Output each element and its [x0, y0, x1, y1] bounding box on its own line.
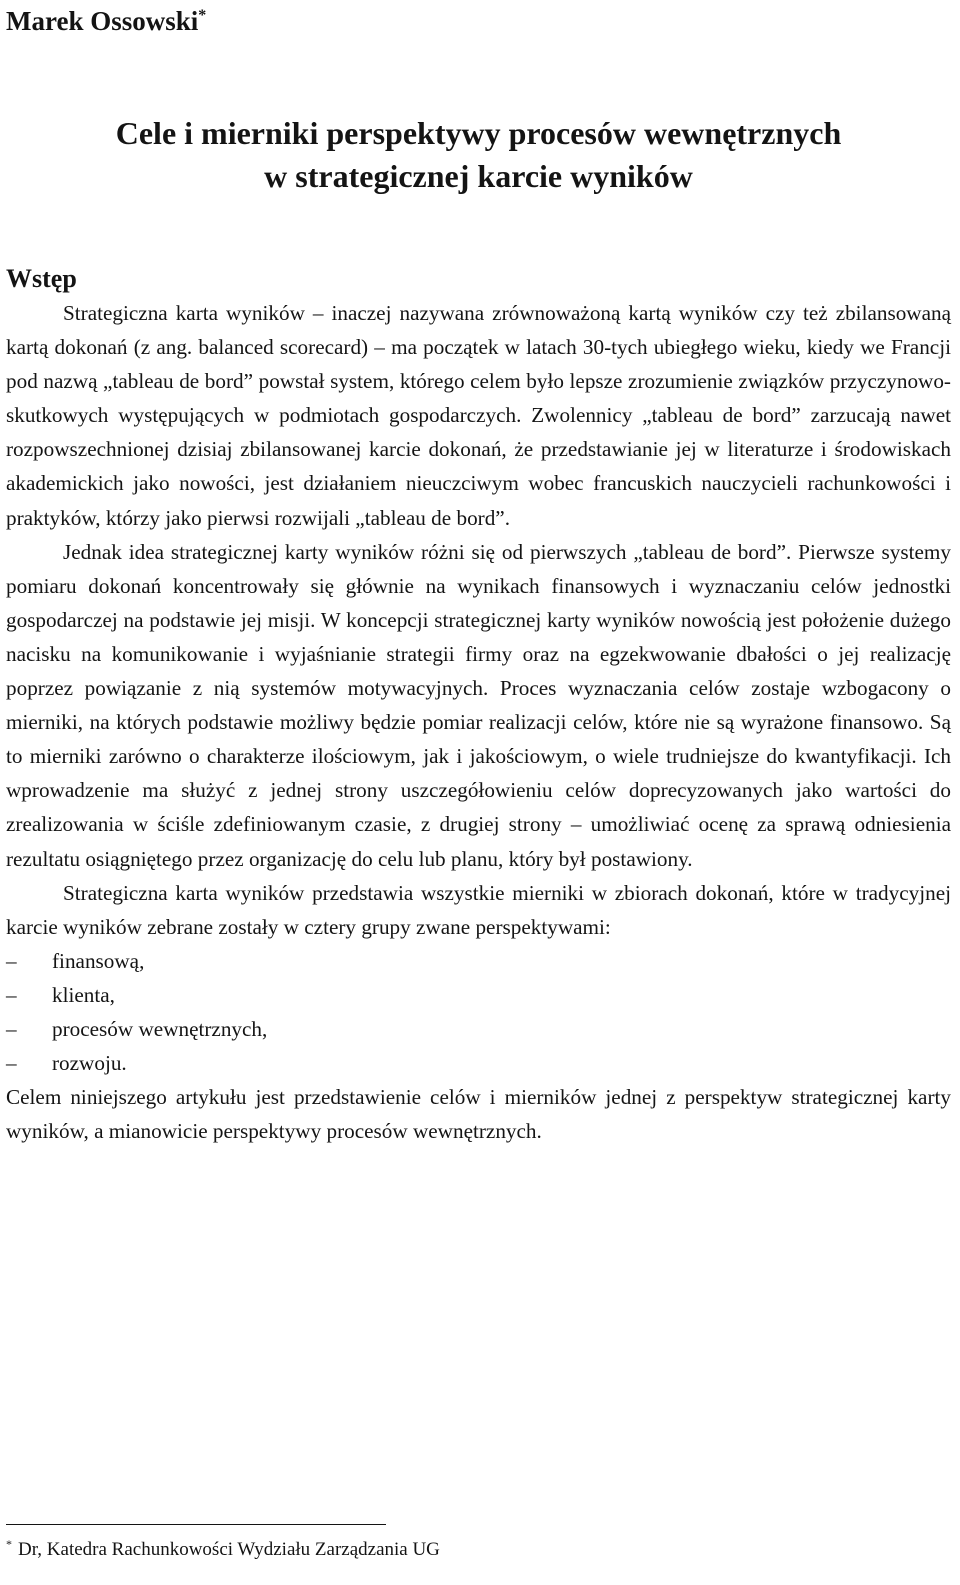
footnote-marker: * — [6, 1536, 12, 1551]
list-item-text: finansową, — [52, 948, 145, 973]
paragraph-1: Strategiczna karta wyników – inaczej nazywana zrównoważoną kartą wyników czy też zbilansowaną kartą dokonań (z ang. balanced scorecard) – ma początek w latach 30-tych ubiegłego wieku, kiedy we Francji pod nazwą „tableau de bord” powstał system, którego celem było lepsze zrozumienie związków przyczynowo-skutkowych występujących w podmiotach gospodarczych. Zwolennicy „tableau de bord” zarzucają nawet rozpowszechnionej dzisiaj zbilansowanej karcie dokonań, że przedstawianie jej w literaturze i środowiskach akademickich jako nowości, jest działaniem nieuczciwym wobec francuskich nauczycieli rachunkowości i praktyków, którzy jako pierwsi rozwijali „tableau de bord”. — [6, 301, 951, 530]
list-item — [6, 1012, 951, 1046]
author-name — [6, 4, 206, 38]
author-name-text: Marek Ossowski — [6, 6, 199, 36]
list-item-text: procesów wewnętrznych, — [52, 1016, 268, 1041]
list-item-text: rozwoju. — [52, 1051, 127, 1076]
author-footnote-marker: * — [198, 7, 207, 24]
paragraph-2: Jednak idea strategicznej karty wyników różni się od pierwszych „tableau de bord”. Pierwsze systemy pomiaru dokonań koncentrowały się głównie na wynikach finansowych i wyznaczaniu celów jednostki gospodarczej na podstawie jej misji. W koncepcji strategicznej karty wyników nowością jest położenie dużego nacisku na komunikowanie i wyjaśnianie strategii firmy oraz na egzekwowanie dbałości o jej realizację poprzez powiązanie z nią systemów motywacyjnych. Proces wyznaczania celów zostaje wzbogacony o mierniki, na których podstawie możliwy będzie pomiar realizacji celów, które nie są wyrażone finansowo. Są to mierniki zarówno o charakterze ilościowym, jak i jakościowym, o wiele trudniejsze do kwantyfikacji. Ich wprowadzenie ma służyć z jednej strony uszczegółowieniu celów doprecyzowanych jako wartości do zrealizowania w ściśle zdefiniowanym czasie, z drugiej strony – umożliwiać ocenę za sprawą odniesienia rezultatu osiągniętego przez organizację do celu lub planu, który był postawiony. — [6, 539, 951, 871]
list-dash: – — [6, 1016, 17, 1041]
list-item — [6, 944, 951, 978]
article-body — [6, 296, 951, 1148]
article-title-line-1: Cele i mierniki perspektywy procesów wewnętrznych — [115, 115, 842, 151]
closing-paragraph: Celem niniejszego artykułu jest przedstawienie celów i mierników jednej z perspektyw strategicznej karty wyników, a mianowicie perspektywy procesów wewnętrznych. — [6, 1085, 951, 1144]
list-item-text: klienta, — [52, 982, 115, 1007]
list-dash: – — [6, 948, 17, 973]
list-dash: – — [6, 982, 17, 1007]
footnote-separator — [6, 1524, 386, 1525]
section-heading: Wstęp — [6, 264, 77, 293]
list-item — [6, 978, 951, 1012]
list-dash: – — [6, 1051, 17, 1076]
perspectives-list — [6, 944, 951, 1080]
article-title — [6, 112, 951, 198]
list-item — [6, 1046, 951, 1080]
article-title-line-2: w strategicznej karcie wyników — [264, 158, 693, 194]
paragraph-3: Strategiczna karta wyników przedstawia wszystkie mierniki w zbiorach dokonań, które w tradycyjnej karcie wyników zebrane zostały w cztery grupy zwane perspektywami: — [6, 880, 951, 939]
footnote — [6, 1536, 440, 1564]
footnote-text: Dr, Katedra Rachunkowości Wydziału Zarządzania UG — [18, 1539, 440, 1560]
